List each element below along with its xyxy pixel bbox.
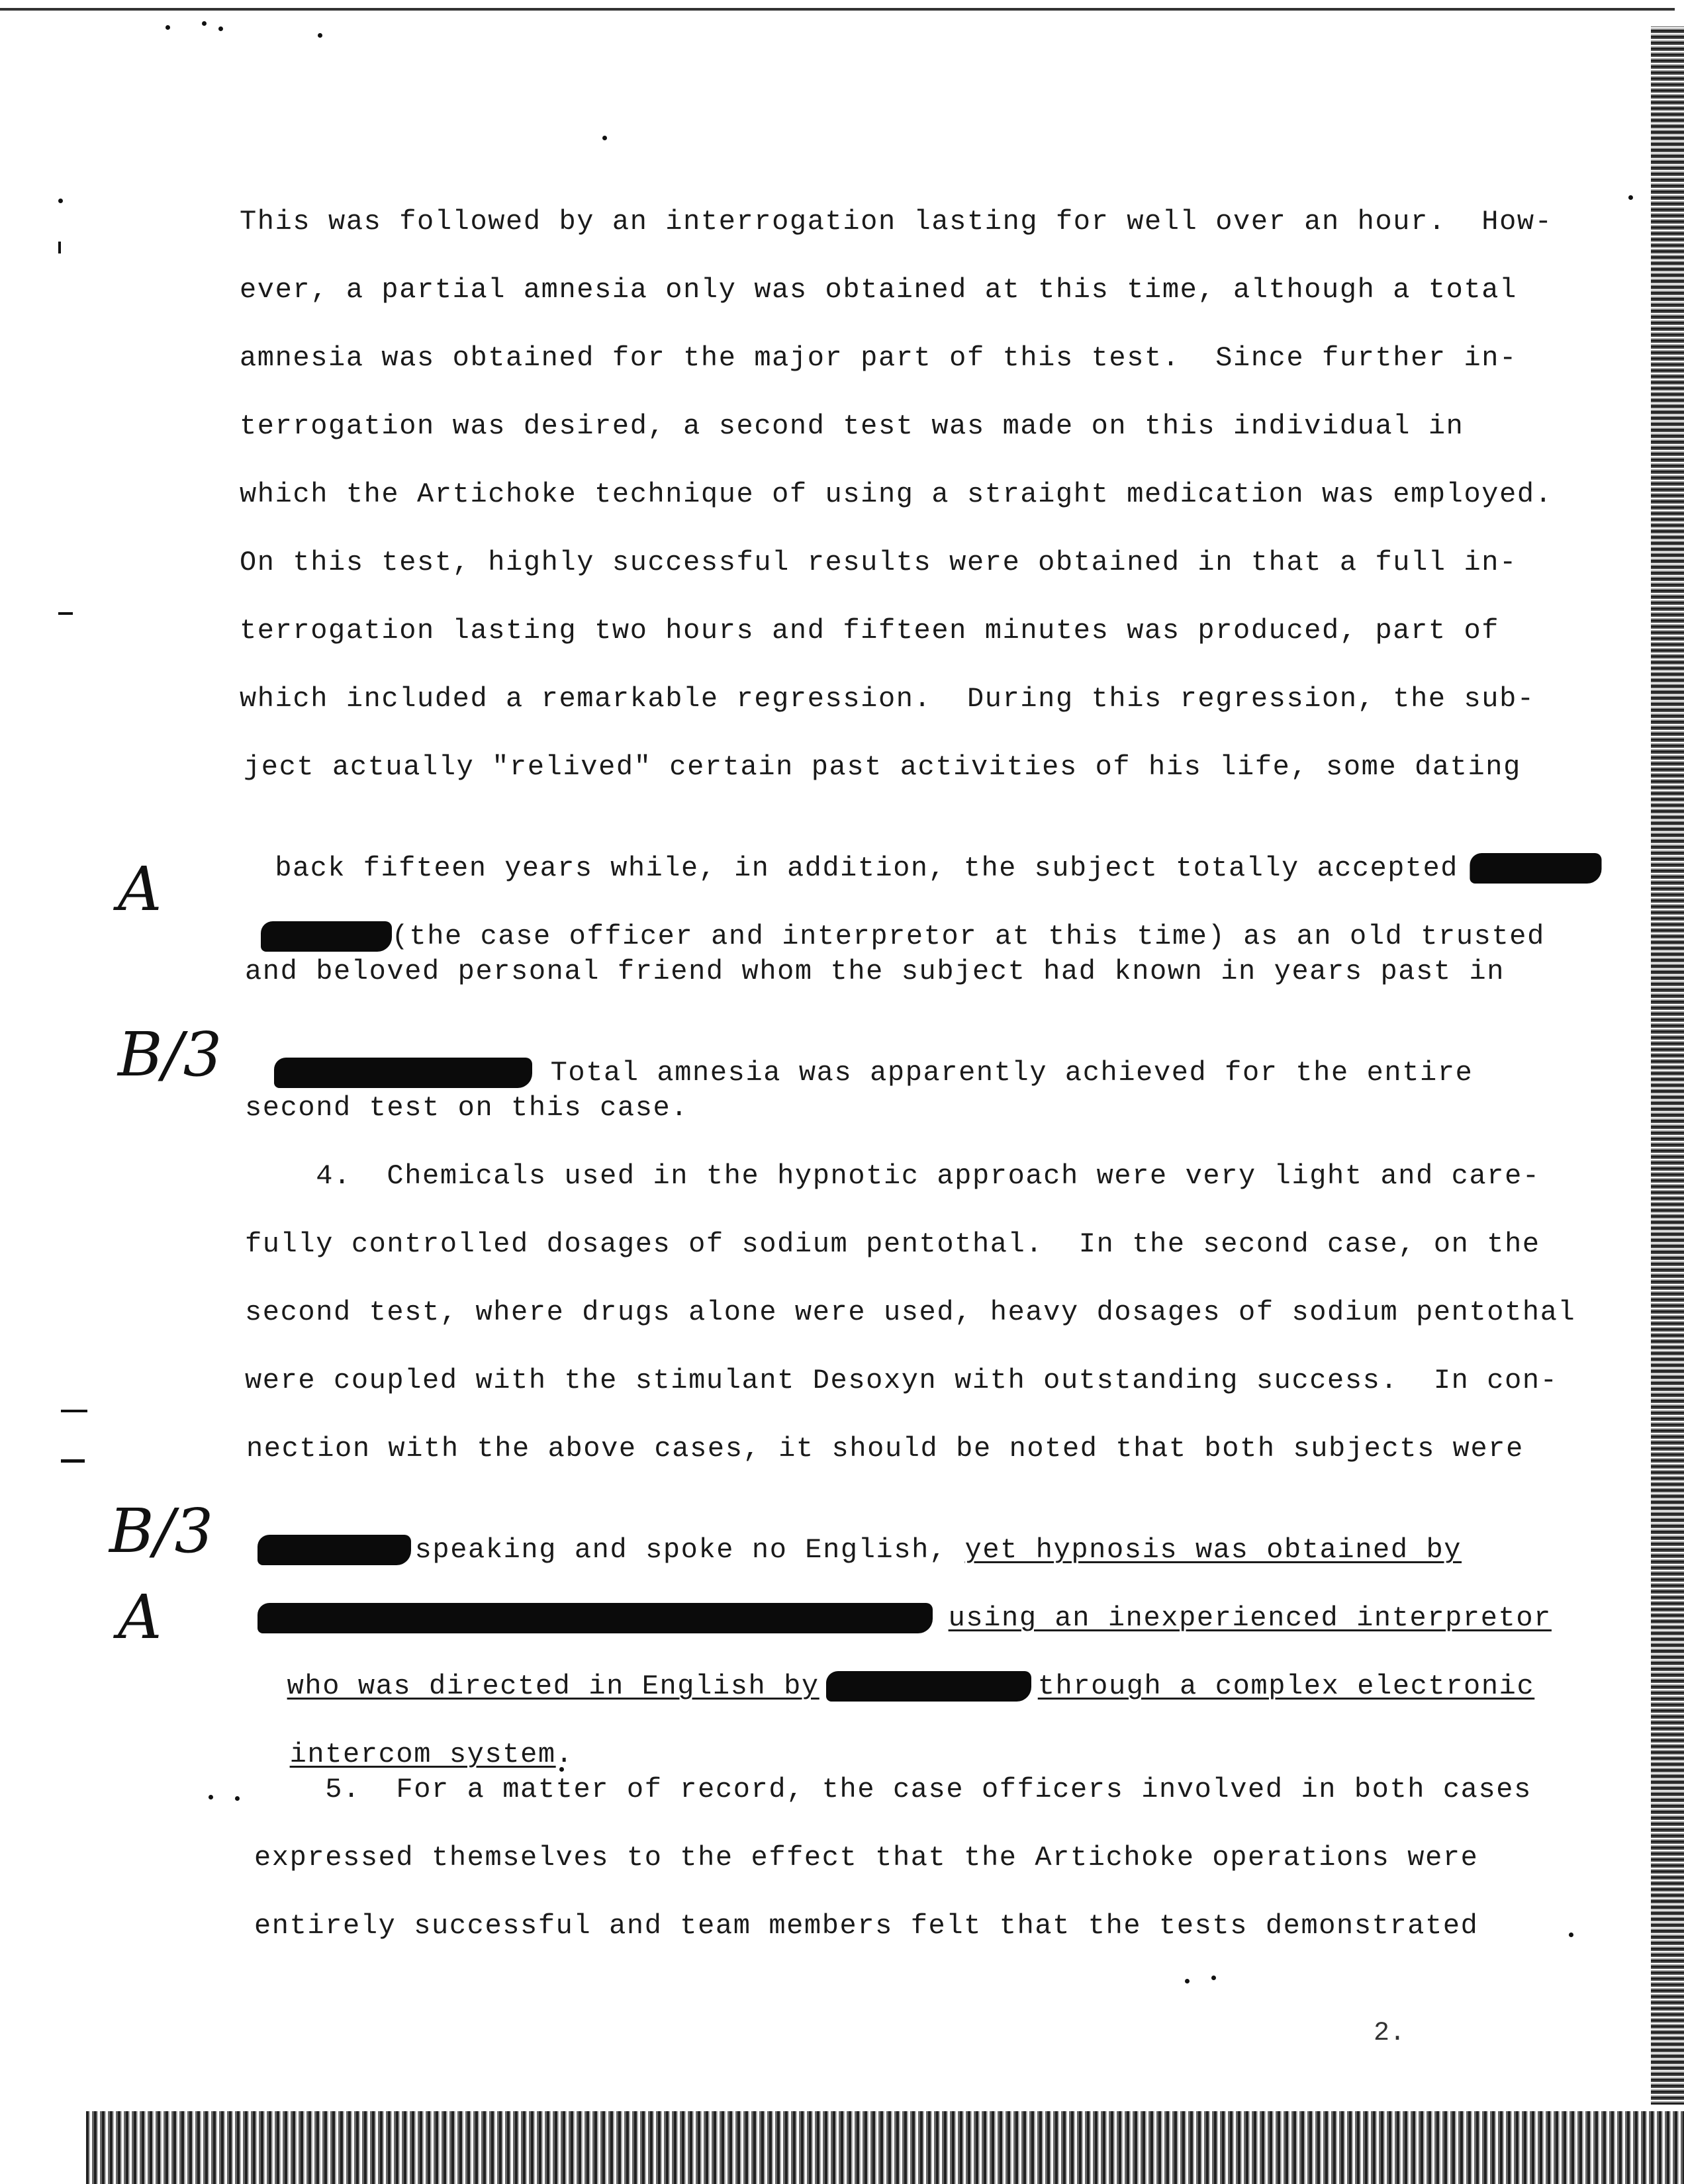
speck — [1628, 195, 1633, 200]
text-line: This was followed by an interrogation lasting for well over an hour. How- — [240, 206, 1553, 238]
text-line: 5. For a matter of record, the case officers involved in both cases — [254, 1774, 1532, 1805]
text-line: On this test, highly successful results were obtained in that a full in- — [240, 547, 1517, 578]
text-span: speaking and spoke no English, — [414, 1534, 965, 1566]
margin-tick — [58, 612, 73, 615]
margin-note-a: A — [118, 1582, 162, 1653]
text-line — [238, 1023, 1473, 1089]
underlined-text: who was directed in English by — [287, 1670, 819, 1702]
text-span: . — [555, 1739, 574, 1770]
text-line: 4. Chemicals used in the hypnotic approach were very light and care- — [245, 1160, 1540, 1192]
text-span: back fifteen years while, in addition, the subject totally accepted — [275, 852, 1458, 884]
text-line: ject actually "relived" certain past activities of his life, some dating — [244, 751, 1521, 783]
speck — [602, 136, 607, 140]
redaction-block — [257, 1603, 933, 1633]
speck — [209, 1795, 213, 1799]
margin-note-b3: B/3 — [118, 1019, 222, 1090]
underlined-text: intercom system — [289, 1739, 556, 1770]
text-line: and beloved personal friend whom the subject had known in years past in — [245, 956, 1505, 987]
text-line — [240, 819, 1602, 885]
text-line — [222, 1569, 1552, 1635]
text-span: (the case officer and interpretor at this time) as an old trusted — [391, 921, 1545, 952]
text-line: fully controlled dosages of sodium pentothal. In the second case, on the — [245, 1228, 1540, 1260]
margin-note-a: A — [118, 854, 162, 925]
text-line: ever, a partial amnesia only was obtained at this time, although a total — [240, 274, 1517, 306]
margin-note-b3: B/3 — [109, 1496, 214, 1567]
margin-tick — [61, 1410, 87, 1412]
top-rule — [0, 8, 1675, 11]
margin-tick — [58, 242, 61, 253]
text-line — [254, 1705, 573, 1771]
speck — [165, 25, 170, 30]
underlined-text: through a complex electronic — [1037, 1670, 1535, 1702]
speck — [1569, 1933, 1573, 1937]
redaction-block — [274, 1058, 532, 1088]
text-span: Total amnesia was apparently achieved for the entire — [550, 1057, 1474, 1089]
redaction-block — [826, 1671, 1031, 1702]
text-line: expressed themselves to the effect that the Artichoke operations were — [254, 1842, 1479, 1874]
text-line: were coupled with the stimulant Desoxyn with outstanding success. In con- — [245, 1365, 1558, 1396]
text-line — [225, 887, 1545, 953]
text-line: entirely successful and team members felt that the tests demonstrated — [254, 1910, 1479, 1942]
text-line — [252, 1637, 1534, 1703]
scan-right-border — [1651, 26, 1684, 2105]
speck — [235, 1796, 240, 1801]
text-line: second test on this case. — [245, 1092, 689, 1124]
underlined-text: using an inexperienced interpretor — [948, 1602, 1552, 1634]
speck — [1211, 1976, 1216, 1980]
redaction-block — [1470, 853, 1602, 884]
text-line — [222, 1500, 1462, 1567]
scan-bottom-border — [86, 2111, 1684, 2184]
speck — [218, 26, 223, 31]
speck — [318, 33, 322, 38]
page-mark: 2. — [1374, 2019, 1406, 2048]
text-line: which the Artichoke technique of using a straight medication was employed. — [240, 478, 1553, 510]
text-line: amnesia was obtained for the major part of this test. Since further in- — [240, 342, 1517, 374]
text-line: terrogation lasting two hours and fifteen minutes was produced, part of — [240, 615, 1500, 647]
text-line: which included a remarkable regression. During this regression, the sub- — [240, 683, 1535, 715]
underlined-text: yet hypnosis was obtained by — [964, 1534, 1462, 1566]
text-line: terrogation was desired, a second test was made on this individual in — [240, 410, 1464, 442]
redaction-block — [261, 921, 392, 952]
text-line: nection with the above cases, it should be noted that both subjects were — [246, 1433, 1524, 1465]
margin-tick — [61, 1459, 85, 1463]
redaction-block — [257, 1535, 411, 1565]
speck — [58, 199, 63, 203]
text-line: second test, where drugs alone were used, heavy dosages of sodium pentothal — [245, 1297, 1576, 1328]
speck — [202, 21, 207, 26]
speck — [1185, 1979, 1190, 1983]
